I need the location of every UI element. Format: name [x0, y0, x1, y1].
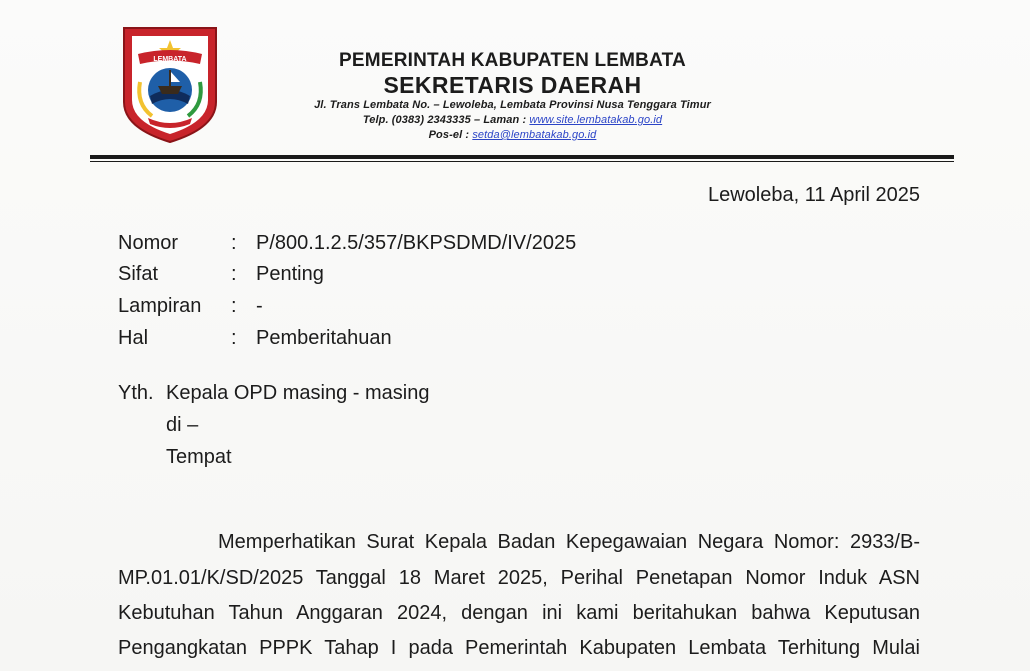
letterhead-divider-thin	[90, 161, 954, 162]
recipient-place: Tempat	[166, 446, 232, 468]
meta-value-nomor: P/800.1.2.5/357/BKPSDMD/IV/2025	[256, 232, 577, 254]
office-name: SEKRETARIS DAERAH	[383, 72, 642, 98]
email-link[interactable]: setda@lembatakab.go.id	[472, 129, 597, 141]
meta-label-nomor: Nomor	[118, 232, 179, 254]
lembata-emblem-logo	[118, 24, 222, 144]
meta-colon: :	[231, 263, 237, 285]
meta-colon: :	[231, 327, 237, 349]
meta-label-lampiran: Lampiran	[118, 295, 202, 317]
website-link[interactable]: www.site.lembatakab.go.id	[529, 114, 663, 126]
meta-value-sifat: Penting	[256, 263, 324, 285]
meta-colon: :	[231, 232, 237, 254]
meta-label-sifat: Sifat	[118, 263, 159, 285]
address-line: Jl. Trans Lembata No. – Lewoleba, Lembata Provinsi Nusa Tenggara Timur	[314, 99, 711, 111]
contact-line	[240, 113, 785, 128]
email-label: Pos-el :	[428, 129, 470, 141]
government-name: PEMERINTAH KABUPATEN LEMBATA	[339, 50, 686, 71]
email-line	[240, 128, 785, 143]
paragraph-line: Memperhatikan Surat Kepala Badan Kepegawaian Negara Nomor: 2933/B-	[218, 531, 920, 553]
phone-text: Telp. (0383) 2343335 – Laman :	[362, 114, 527, 126]
letterhead	[240, 50, 785, 143]
logo-ribbon-text: LEMBATA	[153, 56, 187, 63]
paragraph-line: Pengangkatan PPPK Tahap I pada Pemerintah Kabupaten Lembata Terhitung Mulai	[118, 637, 920, 659]
recipient-prefix: Yth.	[118, 382, 154, 404]
letter-date: Lewoleba, 11 April 2025	[707, 184, 920, 206]
meta-label-hal: Hal	[118, 327, 149, 349]
paragraph-line: Kebutuhan Tahun Anggaran 2024, dengan ini kami beritahukan bahwa Keputusan	[118, 602, 920, 624]
letterhead-divider	[90, 155, 954, 159]
recipient-name: Kepala OPD masing - masing	[166, 382, 430, 404]
recipient-at: di –	[166, 414, 199, 436]
paragraph-line: MP.01.01/K/SD/2025 Tanggal 18 Maret 2025, Perihal Penetapan Nomor Induk ASN	[118, 567, 920, 589]
meta-colon: :	[231, 295, 237, 317]
meta-value-hal: Pemberitahuan	[256, 327, 392, 349]
meta-value-lampiran: -	[256, 295, 263, 317]
